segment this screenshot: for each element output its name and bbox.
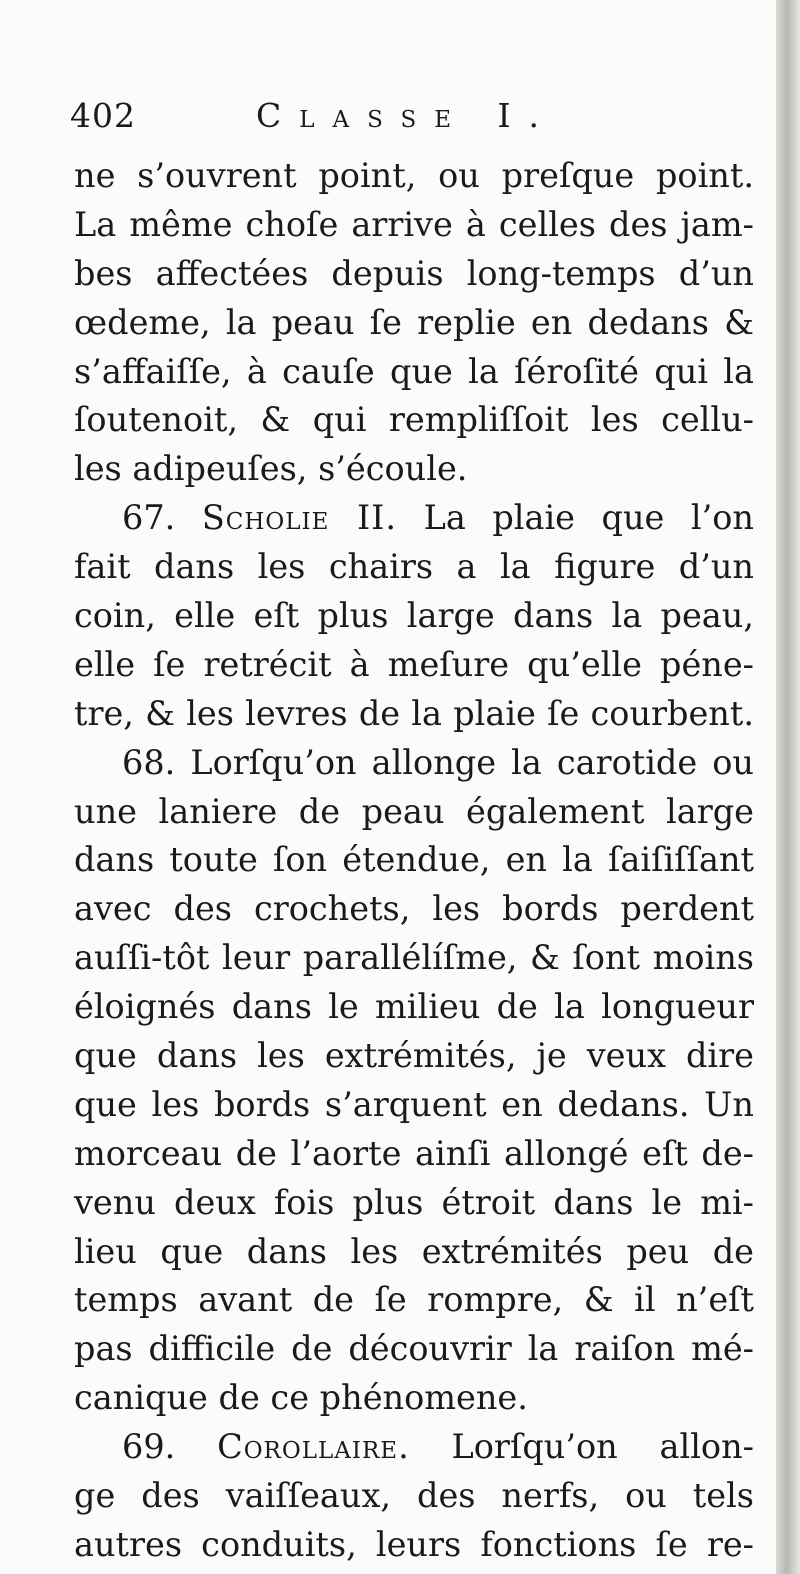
- text-line: les adipeuſes, s’écoule.: [74, 449, 468, 489]
- text-line: fait dans les chairs a la figure d’un: [74, 547, 754, 587]
- text-line: que les bords s’arquent en dedans. Un: [74, 1084, 754, 1124]
- text-line: bes affectées depuis long-temps d’un: [74, 253, 754, 293]
- paragraph-69-start: 69. Corollaire. Lorſqu’on allon-: [122, 1427, 754, 1467]
- text-line: canique de ce phénomene.: [74, 1378, 528, 1418]
- text-line: dans toute ſon étendue, en la ſaiſiſſant: [74, 840, 754, 880]
- text-line: ſoutenoit, & qui rempliſſoit les cellu-: [74, 400, 754, 440]
- text-line: pas difficile de découvrir la raiſon mé-: [74, 1329, 754, 1369]
- section-heading: Corollaire.: [217, 1427, 410, 1467]
- text-line: venu deux fois plus étroit dans le mi-: [74, 1182, 754, 1222]
- text-line: ne s’ouvrent point, ou preſque point.: [74, 156, 754, 195]
- text-line: auſſi-tôt leur parallélíſme, & ſont moins: [74, 938, 754, 978]
- text-line: elle ſe retrécit à meſure qu’elle péne-: [74, 644, 754, 684]
- paragraph-68-start: 68. Lorſqu’on allonge la carotide ou: [122, 742, 754, 782]
- body-text: [74, 152, 754, 1570]
- text-line: coin, elle eſt plus large dans la peau,: [74, 596, 754, 636]
- page-edge-shadow: [776, 0, 800, 1574]
- text-line: éloignés dans le milieu de la longueur: [74, 987, 754, 1027]
- text-line: œdeme, la peau ſe replie en dedans &: [74, 302, 754, 342]
- text-line: que dans les extrémités, je veux dire: [74, 1036, 754, 1076]
- text-line: une laniere de peau également large: [74, 791, 754, 831]
- page-number: 402: [70, 96, 136, 135]
- paragraph-67-start: 67. Scholie II. La plaie que l’on: [122, 498, 754, 538]
- text-line: s’affaiſſe, à cauſe que la ſéroſité qui la: [74, 351, 754, 391]
- running-head: Classe I.: [256, 96, 558, 135]
- paragraph-number: 69.: [122, 1427, 176, 1467]
- text-line: ge des vaiſſeaux, des nerfs, ou tels: [74, 1476, 754, 1516]
- text-line: La même choſe arrive à celles des jam-: [74, 204, 754, 244]
- text-line: avec des crochets, les bords perdent: [74, 889, 754, 929]
- text-line: lieu que dans les extrémités peu de: [74, 1231, 754, 1271]
- text-line: autres conduits, leurs fonctions ſe re-: [74, 1524, 754, 1564]
- page-header: [70, 96, 750, 146]
- text-line: tre, & les levres de la plaie ſe courbent.: [74, 693, 754, 733]
- paragraph-number: 68.: [122, 742, 176, 782]
- section-heading: Scholie II.: [201, 498, 398, 538]
- text-line: morceau de l’aorte ainſi allongé eſt de-: [74, 1133, 754, 1173]
- paragraph-number: 67.: [122, 498, 176, 538]
- text-line: temps avant de ſe rompre, & il n’eſt: [74, 1280, 754, 1320]
